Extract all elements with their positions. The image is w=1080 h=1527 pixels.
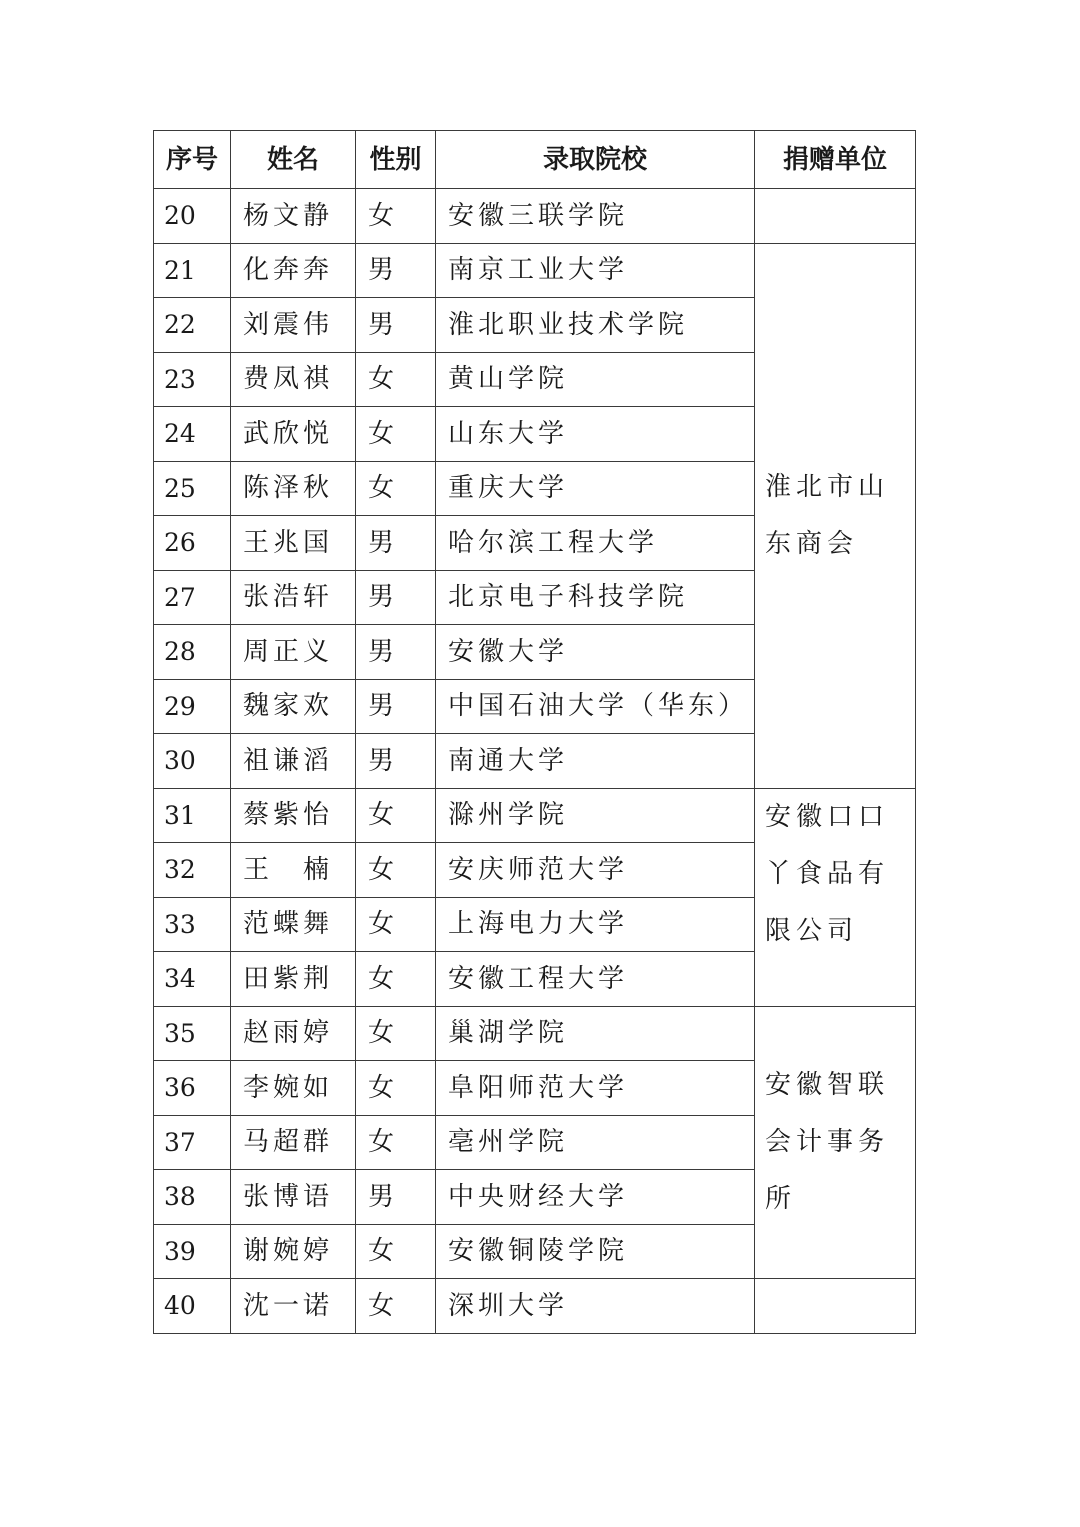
school-cell: 亳州学院	[436, 1115, 755, 1170]
serial-number-cell: 30	[154, 734, 231, 789]
serial-number-cell: 38	[154, 1170, 231, 1225]
name-cell: 刘震伟	[231, 298, 356, 353]
school-cell: 巢湖学院	[436, 1006, 755, 1061]
gender-cell: 女	[356, 788, 436, 843]
gender-cell: 男	[356, 734, 436, 789]
serial-number-cell: 28	[154, 625, 231, 680]
gender-cell: 女	[356, 1279, 436, 1334]
school-cell: 黄山学院	[436, 352, 755, 407]
school-cell: 南京工业大学	[436, 243, 755, 298]
name-cell: 范蝶舞	[231, 897, 356, 952]
gender-cell: 女	[356, 189, 436, 244]
gender-cell: 男	[356, 243, 436, 298]
school-cell: 北京电子科技学院	[436, 570, 755, 625]
name-cell: 杨文静	[231, 189, 356, 244]
serial-number-cell: 24	[154, 407, 231, 462]
header-name: 姓名	[231, 131, 356, 189]
header-admitted-school: 录取院校	[436, 131, 755, 189]
name-cell: 魏家欢	[231, 679, 356, 734]
name-cell: 祖谦滔	[231, 734, 356, 789]
gender-cell: 男	[356, 1170, 436, 1225]
serial-number-cell: 27	[154, 570, 231, 625]
gender-cell: 男	[356, 625, 436, 680]
school-cell: 中国石油大学（华东）	[436, 679, 755, 734]
gender-cell: 女	[356, 843, 436, 898]
name-cell: 蔡紫怡	[231, 788, 356, 843]
gender-cell: 男	[356, 298, 436, 353]
table-row	[154, 1006, 916, 1061]
school-cell: 山东大学	[436, 407, 755, 462]
serial-number-cell: 32	[154, 843, 231, 898]
header-gender: 性别	[356, 131, 436, 189]
serial-number-cell: 29	[154, 679, 231, 734]
serial-number-cell: 40	[154, 1279, 231, 1334]
name-cell: 田紫荆	[231, 952, 356, 1007]
name-cell: 沈一诺	[231, 1279, 356, 1334]
serial-number-cell: 25	[154, 461, 231, 516]
serial-number-cell: 33	[154, 897, 231, 952]
gender-cell: 女	[356, 1115, 436, 1170]
name-cell: 张博语	[231, 1170, 356, 1225]
name-cell: 周正义	[231, 625, 356, 680]
serial-number-cell: 31	[154, 788, 231, 843]
header-donor: 捐赠单位	[755, 131, 916, 189]
serial-number-cell: 37	[154, 1115, 231, 1170]
gender-cell: 女	[356, 461, 436, 516]
school-cell: 安庆师范大学	[436, 843, 755, 898]
donor-cell-empty	[755, 1279, 916, 1334]
serial-number-cell: 23	[154, 352, 231, 407]
school-cell: 安徽大学	[436, 625, 755, 680]
donor-cell-shandong-chamber: 淮北市山东商会	[755, 243, 916, 788]
header-row	[154, 131, 916, 189]
gender-cell: 女	[356, 897, 436, 952]
school-cell: 重庆大学	[436, 461, 755, 516]
school-cell: 淮北职业技术学院	[436, 298, 755, 353]
serial-number-cell: 36	[154, 1061, 231, 1116]
name-cell: 李婉如	[231, 1061, 356, 1116]
school-cell: 深圳大学	[436, 1279, 755, 1334]
table-row	[154, 189, 916, 244]
name-cell: 陈泽秋	[231, 461, 356, 516]
donor-cell-empty	[755, 189, 916, 244]
table-row	[154, 788, 916, 843]
gender-cell: 女	[356, 1224, 436, 1279]
gender-cell: 男	[356, 679, 436, 734]
serial-number-cell: 35	[154, 1006, 231, 1061]
school-cell: 哈尔滨工程大学	[436, 516, 755, 571]
name-cell: 谢婉婷	[231, 1224, 356, 1279]
school-cell: 安徽三联学院	[436, 189, 755, 244]
name-cell: 费凤祺	[231, 352, 356, 407]
school-cell: 阜阳师范大学	[436, 1061, 755, 1116]
donor-cell-food-company: 安徽口口丫食品有限公司	[755, 788, 916, 1006]
name-cell: 化奔奔	[231, 243, 356, 298]
name-cell: 马超群	[231, 1115, 356, 1170]
school-cell: 南通大学	[436, 734, 755, 789]
name-cell: 张浩轩	[231, 570, 356, 625]
name-cell: 赵雨婷	[231, 1006, 356, 1061]
name-cell: 武欣悦	[231, 407, 356, 462]
table-row	[154, 1279, 916, 1334]
serial-number-cell: 39	[154, 1224, 231, 1279]
name-cell: 王 楠	[231, 843, 356, 898]
donor-cell-accounting-firm: 安徽智联会计事务所	[755, 1006, 916, 1279]
school-cell: 上海电力大学	[436, 897, 755, 952]
school-cell: 安徽铜陵学院	[436, 1224, 755, 1279]
gender-cell: 男	[356, 570, 436, 625]
gender-cell: 女	[356, 407, 436, 462]
table-row	[154, 243, 916, 298]
header-serial-number: 序号	[154, 131, 231, 189]
serial-number-cell: 21	[154, 243, 231, 298]
gender-cell: 女	[356, 352, 436, 407]
name-cell: 王兆国	[231, 516, 356, 571]
serial-number-cell: 22	[154, 298, 231, 353]
school-cell: 滁州学院	[436, 788, 755, 843]
serial-number-cell: 26	[154, 516, 231, 571]
scholarship-roster-table	[153, 130, 916, 1334]
serial-number-cell: 20	[154, 189, 231, 244]
school-cell: 安徽工程大学	[436, 952, 755, 1007]
gender-cell: 女	[356, 952, 436, 1007]
gender-cell: 男	[356, 516, 436, 571]
gender-cell: 女	[356, 1006, 436, 1061]
serial-number-cell: 34	[154, 952, 231, 1007]
gender-cell: 女	[356, 1061, 436, 1116]
school-cell: 中央财经大学	[436, 1170, 755, 1225]
